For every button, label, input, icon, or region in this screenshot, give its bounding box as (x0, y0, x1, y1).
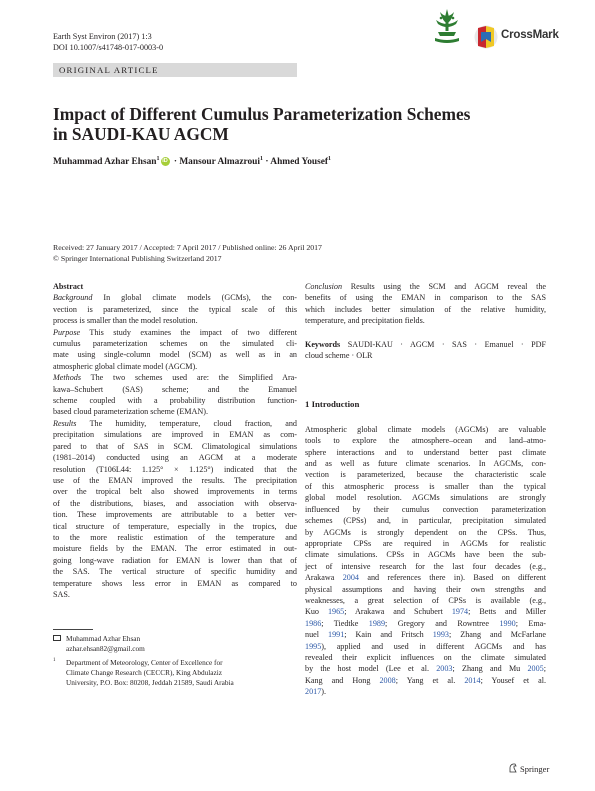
text-line: temperature shows less error in EMAN as compared to (53, 578, 297, 588)
text-span: ; Yousef et al. (480, 675, 546, 685)
citation-link[interactable]: 2014 (464, 675, 481, 685)
text-line: atmospheric global climate model (AGCM). (53, 361, 198, 371)
footnote-rule (53, 629, 93, 630)
citation-link[interactable]: 2005 (527, 664, 544, 674)
text-line: Atmospheric global climate models (AGCMs) are valuable (305, 424, 546, 434)
doi[interactable]: DOI 10.1007/s41748-017-0003-0 (53, 43, 164, 52)
title-line-1: Impact of Different Cumulus Parameterization Schemes (53, 104, 471, 124)
text-span: Kang and Hong (305, 675, 380, 685)
author-separator: · (265, 157, 269, 168)
citation-link[interactable]: 1993 (432, 630, 449, 640)
text-line: which includes better simulation of the relative humidity, (305, 304, 546, 314)
citation-link[interactable]: 2003 (436, 664, 453, 674)
text-line: going long-wave radiation for EMAN is lower than that of (53, 555, 297, 565)
text-line: physical assumptions and having their own strengths and (305, 584, 546, 594)
text-line: scheme coupled with a probability distribution function- (53, 396, 297, 406)
abstract-heading: Abstract (53, 282, 84, 291)
orcid-icon[interactable]: iD (162, 158, 168, 165)
keywords (305, 339, 546, 362)
text-line: of this atmospheric process is smaller than the typical (305, 481, 546, 491)
abstract-methods (53, 372, 297, 418)
results-label: Results (53, 418, 77, 428)
introduction-body (305, 424, 546, 698)
text-line: cumulus parameterization schemes on the simulated cli- (53, 339, 297, 349)
journal-citation: Earth Syst Environ (2017) 1:3 (53, 32, 152, 41)
text-line: global model resolution. AGCMs simulations are strongly (305, 493, 546, 503)
email-link[interactable]: azhar.ehsan82@gmail.com (66, 644, 145, 654)
citation-link[interactable]: 2017 (305, 687, 322, 697)
author-list (53, 156, 331, 167)
text-line: ject of intensive research for the last four decades (e.g., (305, 561, 546, 571)
crossmark-label: CrossMark (501, 29, 559, 41)
copyright: © Springer International Publishing Switzerland 2017 (53, 253, 222, 263)
crossmark-icon (474, 24, 498, 50)
abstract-purpose (53, 327, 297, 373)
text-line: resolution (T106L44: 1.125° × 1.125°) indicated that the (53, 464, 297, 474)
keywords-line: cloud scheme · OLR (305, 351, 373, 361)
text-line: the SAS. The vertical structure of specific humidity and (53, 567, 297, 577)
springer-horse-icon (508, 763, 518, 773)
text-line: temperature, and precipitation fields. (305, 316, 425, 326)
text-span: ; Kain and Fritsch (344, 630, 433, 640)
publisher-logo (508, 763, 549, 774)
text-line: tools to explore the atmosphere–ocean and land–atmo- (305, 436, 546, 446)
crossmark-badge[interactable] (474, 24, 559, 50)
background-label: Background (53, 293, 93, 303)
text-span: ). (321, 687, 326, 697)
abstract-conclusion (305, 281, 546, 327)
text-span: ; Gregory and Rowntree (385, 618, 500, 628)
citation-link[interactable]: 1991 (328, 630, 345, 640)
text-line: Results using the SCM and AGCM reveal the (350, 282, 547, 291)
text-line: precipitation simulations are improved in EMAN as com- (53, 430, 297, 440)
text-span: ; Yang et al. (395, 675, 465, 685)
text-span: and references there in). Based on different (358, 573, 547, 583)
affiliation-mark: 1 (259, 156, 263, 162)
text-line: based cloud parameterization scheme (EMAN). (53, 407, 208, 417)
text-line: In global climate models (GCMs), the con- (103, 293, 298, 303)
text-line: The two schemes used are: the Simplified Ara- (90, 373, 297, 383)
text-line: revealed their explicit influences on the climate simulated (305, 652, 546, 662)
corresponding-author: Muhammad Azhar Ehsan (66, 634, 141, 643)
citation-link[interactable]: 1990 (499, 618, 516, 628)
text-line (305, 663, 546, 674)
text-line (305, 686, 546, 697)
text-line: sphere interactions and to understand better past climate (305, 447, 546, 457)
journal-header (53, 31, 163, 53)
article-title (53, 104, 533, 144)
author-1[interactable]: Muhammad Azhar Ehsan (53, 157, 157, 168)
publisher-name: Springer (520, 764, 550, 774)
abstract-results (53, 418, 297, 601)
text-line: of the distributions, biases, and association with observa- (53, 498, 297, 508)
text-line: benefits of using the EMAN in comparison to the SAS (305, 293, 546, 303)
text-line: mate using single-column model (SCM) as well as in an (53, 350, 297, 360)
text-line: over the tropical belt also showed improvements in terms (53, 487, 297, 497)
affiliation-line-1: Department of Meteorology, Center of Excellence for (66, 658, 223, 667)
text-line: tical structure of temperature, especially in the tropics, due (53, 521, 297, 531)
text-line: pared to that of SAS in SCM. Climatological simulations (53, 441, 297, 451)
purpose-label: Purpose (53, 327, 81, 337)
text-line (305, 675, 546, 686)
text-line: moisture fields by the EMAN. The error estimated in out- (53, 544, 297, 554)
university-seal-icon (430, 6, 464, 46)
author-2[interactable]: Mansour Almazroui (179, 157, 260, 168)
text-span: ; Betts and Miller (468, 607, 546, 617)
affiliation-line-3: University, P.O. Box: 80208, Jeddah 21589, Saudi Arabia (66, 678, 234, 688)
text-span: Arakawa (305, 573, 343, 583)
affiliation-line-2: Climate Change Research (CECCR), King Abdulaziz (66, 668, 223, 678)
affiliation-mark: 1 (156, 156, 160, 162)
citation-link[interactable]: 1989 (368, 618, 386, 628)
text-line: climate simulations. CPSs in AGCMs have been the sub- (305, 550, 546, 560)
text-line: process is smaller than the model resolution. (53, 316, 198, 326)
text-line: vection is parameterized, because the characteristic scale (305, 470, 546, 480)
text-line: use of the EMAN improved the results. The precipitation (53, 475, 297, 485)
text-span: ), applied and used in different AGCMs and has (321, 641, 546, 651)
text-span: ; Zhang and McFarlane (448, 630, 546, 640)
affiliation (53, 658, 293, 689)
text-line: and as well as future climate scenarios. In AGCMs, con- (305, 459, 546, 469)
abstract-background (53, 292, 297, 326)
abstract-column (53, 281, 297, 600)
text-span: by the host model (Lee et al. (305, 664, 437, 674)
text-span: ; Ema- (515, 618, 546, 628)
keywords-label: Keywords (305, 339, 341, 349)
text-line: weaknesses, a great selection of CPSs is available (e.g., (305, 595, 546, 605)
citation-link[interactable]: 1974 (451, 607, 469, 617)
citation-link[interactable]: 2004 (342, 573, 359, 583)
affiliation-mark: 1 (328, 156, 332, 162)
right-column (305, 281, 546, 698)
publication-dates (53, 243, 322, 264)
citation-link[interactable]: 1986 (305, 618, 322, 628)
text-line: SAS. (53, 589, 70, 599)
text-line (305, 572, 546, 583)
text-span: ; (543, 664, 546, 674)
envelope-icon (53, 635, 61, 641)
text-line (305, 641, 546, 652)
text-line: vection is parameterized, since the typical scale of this (53, 304, 297, 314)
methods-label: Methods (53, 373, 81, 383)
text-line: (1981–2014) conducted using an AGCM at a moderate (53, 453, 297, 463)
article-type-banner: ORIGINAL ARTICLE (53, 63, 297, 77)
text-span: nuel (305, 630, 329, 640)
text-span: Kuo (305, 607, 328, 617)
text-line: influenced by their cumulus convection parameterization (305, 504, 546, 514)
text-line: This study examines the impact of two different (89, 327, 297, 337)
section-heading-introduction: 1 Introduction (305, 399, 360, 410)
text-span: ; Tiedtke (321, 618, 369, 628)
conclusion-label: Conclusion (305, 282, 343, 291)
citation-link[interactable]: 2008 (379, 675, 396, 685)
text-line (305, 629, 546, 640)
text-line: appropriate CPSs are required in AGCMs for realistic (305, 538, 546, 548)
citation-link[interactable]: 1965 (327, 607, 345, 617)
text-line: The humidity, temperature, cloud fraction, and (89, 418, 297, 428)
text-line: schemes (CPSs) and, in particular, precipitation simulated (305, 516, 546, 526)
author-3[interactable]: Ahmed Yousef (270, 157, 329, 168)
text-line: to the more realistic estimation of the temperature and (53, 532, 297, 542)
author-separator: · (173, 157, 177, 168)
text-line (305, 606, 546, 617)
text-line: by AGCMs is strongly dependent on the CPSs. Thus, (305, 527, 546, 537)
citation-link[interactable]: 1995 (305, 641, 322, 651)
title-line-2: in SAUDI-KAU AGCM (53, 124, 229, 144)
text-span: ; Zhang and Mu (452, 664, 528, 674)
text-line: tion. These improvements are attributable to a better ver- (53, 510, 297, 520)
text-line (305, 618, 546, 629)
keywords-line: SAUDI-KAU · AGCM · SAS · Emanuel · PDF (347, 339, 547, 349)
affiliation-number: 1 (53, 658, 56, 663)
correspondence (53, 634, 145, 654)
text-line: kawa–Schubert (SAS) scheme; and the Emanuel (53, 384, 297, 394)
history-dates: Received: 27 January 2017 / Accepted: 7 April 2017 / Published online: 26 April 2017 (53, 243, 322, 252)
text-span: ; Arakawa and Schubert (344, 607, 452, 617)
